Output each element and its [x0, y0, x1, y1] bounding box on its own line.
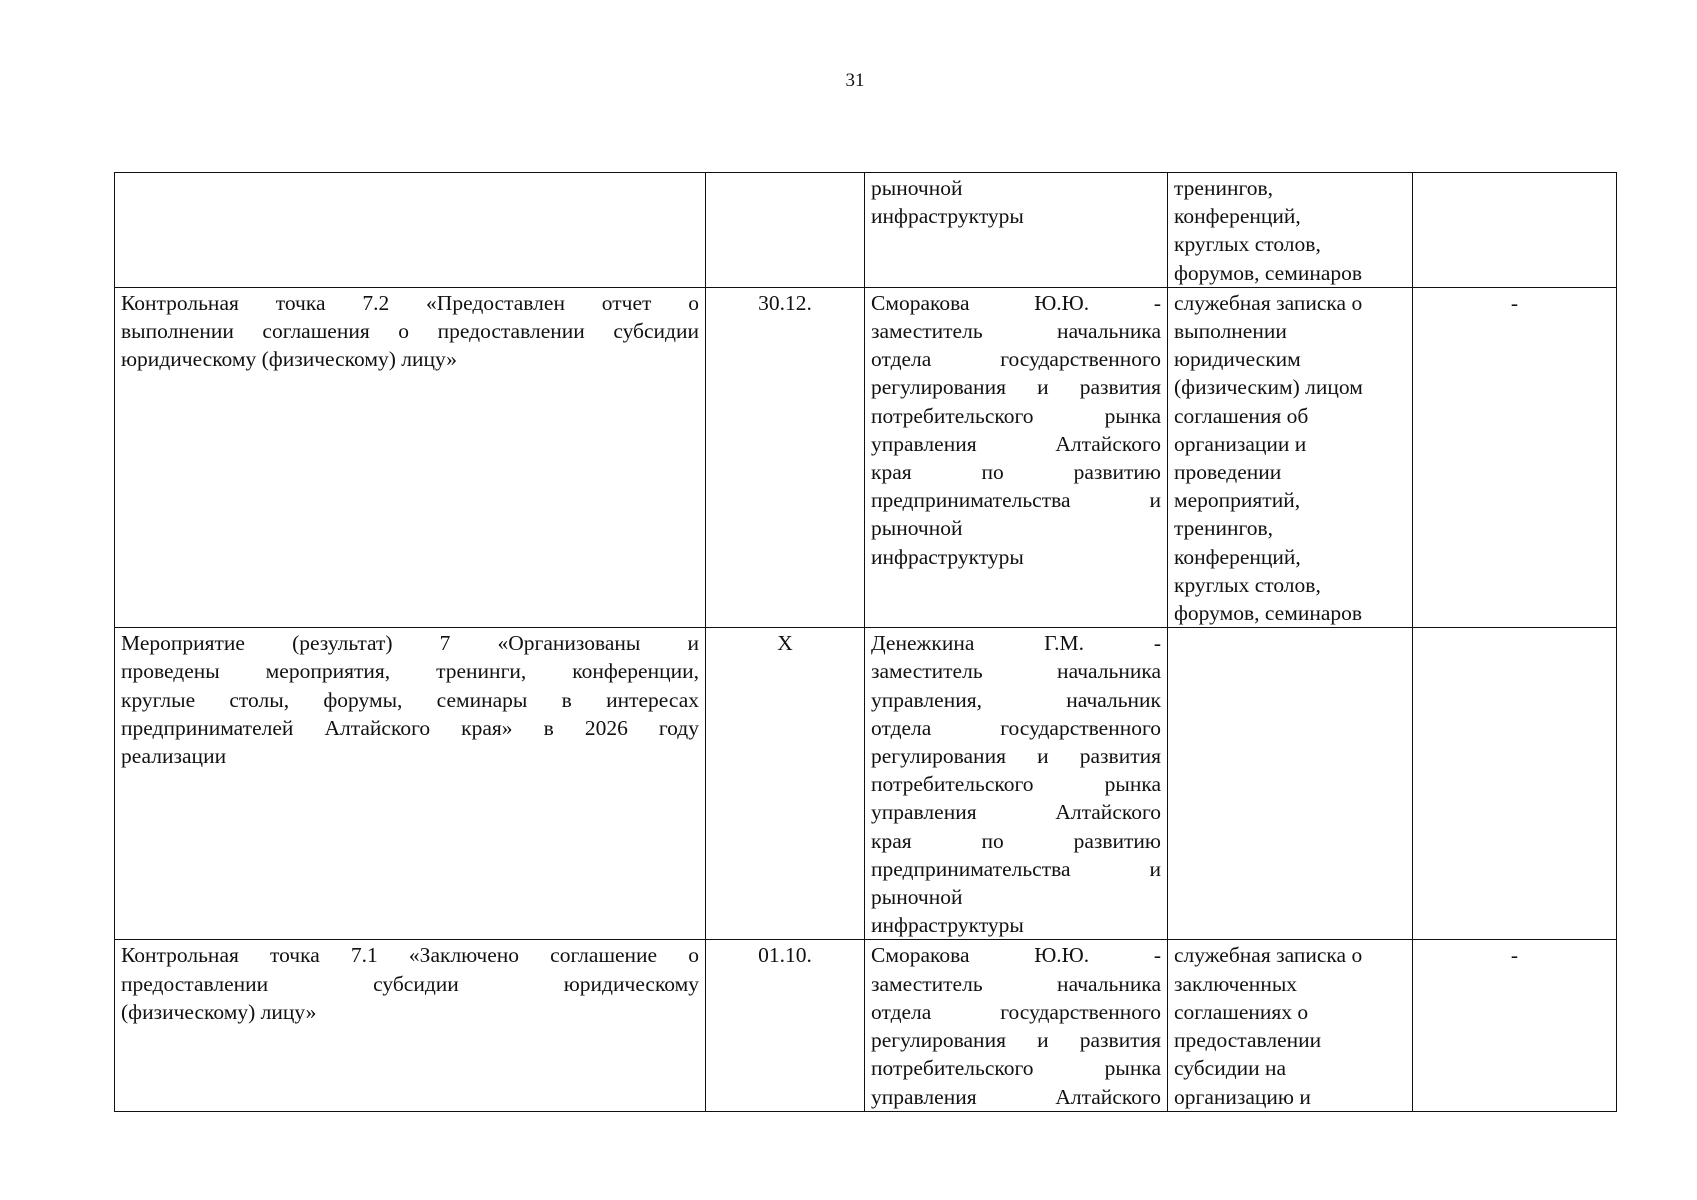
- text-line: отдела государственного: [871, 715, 1161, 740]
- text-line: Контрольная точка 7.2 «Предоставлен отчет о: [121, 290, 699, 315]
- text-line: субсидии на: [1174, 1056, 1287, 1081]
- text-line: управления, начальник: [871, 687, 1161, 712]
- document-cell: [1168, 940, 1413, 1111]
- responsible-cell: [865, 940, 1168, 1111]
- text-line: соглашениях о: [1174, 999, 1309, 1024]
- note-cell: [1413, 628, 1617, 940]
- text-line: форумов, семинаров: [1174, 260, 1363, 285]
- text-line: рыночной: [871, 176, 963, 200]
- responsible-cell: [865, 287, 1168, 627]
- text-line: отдела государственного: [871, 999, 1161, 1024]
- text-line: потребительского рынка: [871, 403, 1161, 428]
- event-name-cell: [115, 628, 706, 940]
- note-cell: [1413, 173, 1617, 288]
- text-line: рыночной: [871, 516, 963, 541]
- text-line: Контрольная точка 7.1 «Заключено соглашение о: [121, 943, 699, 968]
- responsible-cell: [865, 628, 1168, 940]
- text-line: юридическому (физическому) лицу»: [121, 347, 458, 372]
- event-name-cell: [115, 173, 706, 288]
- text-line: края по развитию: [871, 828, 1161, 853]
- text-line: выполнении: [1174, 319, 1287, 344]
- note-cell: -: [1413, 287, 1617, 627]
- text-line: предпринимателей Алтайского края» в 2026 году: [121, 715, 699, 740]
- text-line: регулирования и развития: [871, 375, 1161, 400]
- text-line: управления Алтайского: [871, 431, 1161, 456]
- text-line: выполнении соглашения о предоставлении субсидии: [121, 319, 699, 344]
- text-line: реализации: [121, 744, 227, 769]
- text-line: проведении: [1174, 460, 1282, 485]
- text-line: Сморакова Ю.Ю. -: [871, 943, 1161, 968]
- text-line: круглых столов,: [1174, 572, 1321, 597]
- text-line: регулирования и развития: [871, 744, 1161, 769]
- text-line: Денежкина Г.М. -: [871, 631, 1161, 656]
- text-line: проведены мероприятия, тренинги, конференции,: [121, 659, 699, 684]
- event-name-cell: [115, 287, 706, 627]
- document-cell: [1168, 628, 1413, 940]
- text-line: заключенных: [1174, 971, 1298, 996]
- table-row: [115, 287, 1617, 627]
- text-line: организацию и: [1174, 1084, 1311, 1109]
- text-line: края по развитию: [871, 460, 1161, 485]
- document-cell: [1168, 287, 1413, 627]
- text-line: потребительского рынка: [871, 772, 1161, 797]
- text-line: конференций,: [1174, 544, 1301, 569]
- text-line: предпринимательства и: [871, 856, 1161, 881]
- table-row: [115, 173, 1617, 288]
- text-line: Сморакова Ю.Ю. -: [871, 290, 1161, 315]
- text-line: мероприятий,: [1174, 488, 1301, 513]
- text-line: организации и: [1174, 431, 1307, 456]
- text-line: круглых столов,: [1174, 232, 1321, 257]
- text-line: соглашения об: [1174, 403, 1309, 428]
- text-line: регулирования и развития: [871, 1028, 1161, 1053]
- text-line: предпринимательства и: [871, 488, 1161, 513]
- deadline-cell: X: [706, 628, 865, 940]
- deadline-cell: 01.10.: [706, 940, 865, 1111]
- text-line: служебная записка о: [1174, 943, 1363, 968]
- deadline-cell: [706, 173, 865, 288]
- activities-table: [114, 172, 1617, 1112]
- table-row: [115, 628, 1617, 940]
- text-line: отдела государственного: [871, 347, 1161, 372]
- text-line: (физическим) лицом: [1174, 375, 1363, 400]
- document-cell: [1168, 173, 1413, 288]
- text-line: конференций,: [1174, 204, 1301, 229]
- text-line: юридическим: [1174, 347, 1301, 372]
- text-line: управления Алтайского: [871, 1084, 1161, 1109]
- text-line: инфраструктуры: [871, 913, 1024, 938]
- text-line: рыночной: [871, 885, 963, 910]
- text-line: Мероприятие (результат) 7 «Организованы и: [121, 631, 699, 656]
- note-cell: -: [1413, 940, 1617, 1111]
- text-line: инфраструктуры: [871, 204, 1024, 229]
- text-line: служебная записка о: [1174, 290, 1363, 315]
- text-line: круглые столы, форумы, семинары в интересах: [121, 687, 699, 712]
- responsible-cell: [865, 173, 1168, 288]
- text-line: тренингов,: [1174, 516, 1274, 541]
- text-line: потребительского рынка: [871, 1056, 1161, 1081]
- text-line: предоставлении субсидии юридическому: [121, 971, 699, 996]
- deadline-cell: 30.12.: [706, 287, 865, 627]
- text-line: (физическому) лицу»: [121, 999, 317, 1024]
- text-line: предоставлении: [1174, 1028, 1322, 1053]
- text-line: инфраструктуры: [871, 544, 1024, 569]
- text-line: заместитель начальника: [871, 971, 1161, 996]
- text-line: управления Алтайского: [871, 800, 1161, 825]
- text-line: форумов, семинаров: [1174, 601, 1363, 626]
- event-name-cell: [115, 940, 706, 1111]
- text-line: заместитель начальника: [871, 319, 1161, 344]
- text-line: заместитель начальника: [871, 659, 1161, 684]
- table-row: [115, 940, 1617, 1111]
- text-line: тренингов,: [1174, 176, 1274, 200]
- page-number: 31: [845, 70, 865, 91]
